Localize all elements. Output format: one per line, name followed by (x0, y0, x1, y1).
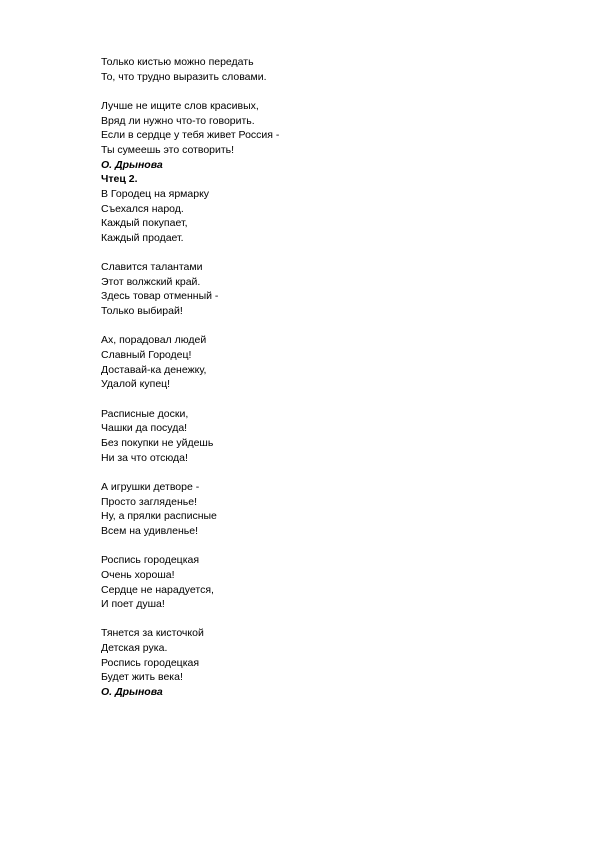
stanza-gap (101, 246, 541, 261)
poem-line: Детская рука. (101, 642, 168, 655)
poem-line: Роспись городецкая (101, 554, 200, 567)
poem-line: Каждый продает. (101, 231, 184, 244)
poem-line: То, что трудно выразить словами. (101, 70, 267, 83)
stanza-gap (101, 392, 541, 407)
stanza-gap (101, 84, 541, 99)
poem-line: Доставай-ка денежку, (101, 363, 207, 376)
poem-line: Ах, порадовал людей (101, 334, 207, 347)
poem-line: Этот волжский край. (101, 275, 201, 288)
poem-line: Здесь товар отменный - (101, 290, 219, 303)
stanza-gap (101, 319, 541, 334)
poem-line: Всем на удивленье! (101, 524, 199, 537)
poem-line: Если в сердце у тебя живет Россия - (101, 129, 280, 142)
poem-line: Славится талантами (101, 261, 203, 274)
poem-line: Расписные доски, (101, 407, 189, 420)
poem-line: Каждый покупает, (101, 217, 188, 230)
stanza-gap (101, 539, 541, 554)
poem-text-column (101, 55, 541, 700)
author-signature: О. Дрынова (101, 158, 163, 171)
poem-line: Сердце не нарадуется, (101, 583, 214, 596)
stanza-gap (101, 612, 541, 627)
poem-line: И поет душа! (101, 598, 165, 611)
poem-line: Вряд ли нужно что-то говорить. (101, 114, 255, 127)
speaker-heading: Чтец 2. (101, 173, 138, 186)
poem-line: Только выбирай! (101, 305, 183, 318)
poem-line: Чашки да посуда! (101, 422, 188, 435)
poem-line: Ну, а прялки расписные (101, 510, 217, 523)
poem-line: Просто загляденье! (101, 495, 197, 508)
author-signature: О. Дрынова (101, 686, 163, 699)
poem-line: Ни за что отсюда! (101, 451, 188, 464)
poem-line: Съехался народ. (101, 202, 184, 215)
poem-line: Только кистью можно передать (101, 56, 254, 68)
poem-line: Очень хороша! (101, 568, 175, 581)
poem-line: Тянется за кисточкой (101, 627, 204, 640)
poem-line: Без покупки не уйдешь (101, 437, 214, 449)
poem-line: Славный Городец! (101, 349, 192, 362)
poem-line: Будет жить века! (101, 671, 183, 684)
poem-line: Удалой купец! (101, 378, 171, 391)
poem-line: В Городец на ярмарку (101, 187, 210, 200)
poem-line: Роспись городецкая (101, 656, 200, 669)
poem-line: Ты сумеешь это сотворить! (101, 143, 235, 156)
poem-line: Лучше не ищите слов красивых, (101, 99, 259, 112)
poem-line: А игрушки детворе - (101, 480, 200, 493)
stanza-gap (101, 465, 541, 480)
